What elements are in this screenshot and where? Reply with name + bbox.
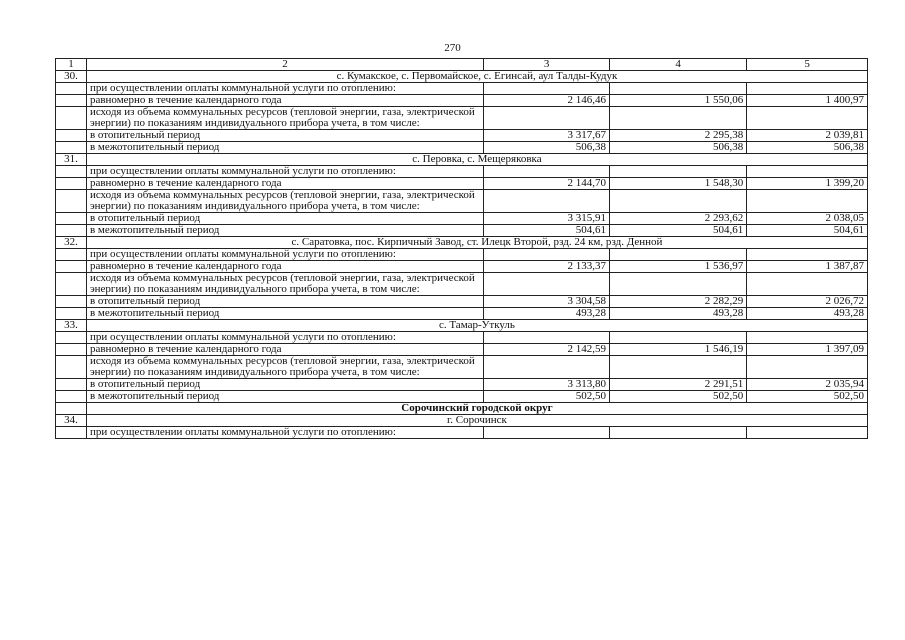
value-col-3: 506,38 xyxy=(484,142,610,154)
row-number-cell xyxy=(56,356,87,379)
row-number-cell xyxy=(56,308,87,320)
value-col-5 xyxy=(747,83,868,95)
value-col-3: 493,28 xyxy=(484,308,610,320)
row-number-cell xyxy=(56,427,87,439)
value-col-5: 504,61 xyxy=(747,225,868,237)
value-col-5 xyxy=(747,332,868,344)
row-number-cell xyxy=(56,83,87,95)
tariff-table-body xyxy=(56,59,868,439)
row-number-cell xyxy=(56,190,87,213)
value-col-3 xyxy=(484,427,610,439)
row-description: равномерно в течение календарного года xyxy=(86,261,483,273)
row-description: в отопительный период xyxy=(86,130,483,142)
value-col-3: 2 133,37 xyxy=(484,261,610,273)
value-col-4: 506,38 xyxy=(610,142,747,154)
value-col-4 xyxy=(610,107,747,130)
row-number-cell xyxy=(56,213,87,225)
row-description: в межотопительный период xyxy=(86,308,483,320)
row-number-cell xyxy=(56,142,87,154)
value-col-4: 2 282,29 xyxy=(610,296,747,308)
header-cell-4: 4 xyxy=(610,59,747,71)
section-number: 31. xyxy=(56,154,87,166)
page-number: 270 xyxy=(444,42,461,54)
row-description: исходя из объема коммунальных ресурсов (тепловой энергии, газа, электрической энергии) по показаниям индивидуального прибора учета, в том числе: xyxy=(86,356,483,379)
value-col-4 xyxy=(610,249,747,261)
row-number-cell xyxy=(56,166,87,178)
row-number-cell xyxy=(56,249,87,261)
row-description: в межотопительный период xyxy=(86,225,483,237)
section-row xyxy=(56,237,868,249)
row-description: при осуществлении оплаты коммунальной услуги по отоплению: xyxy=(86,166,483,178)
value-col-4 xyxy=(610,427,747,439)
table-header-row xyxy=(56,59,868,71)
table-row xyxy=(56,379,868,391)
value-col-3: 2 144,70 xyxy=(484,178,610,190)
header-cell-1: 1 xyxy=(56,59,87,71)
section-number: 33. xyxy=(56,320,87,332)
row-description: равномерно в течение календарного года xyxy=(86,178,483,190)
row-description: при осуществлении оплаты коммунальной услуги по отоплению: xyxy=(86,427,483,439)
value-col-3: 502,50 xyxy=(484,391,610,403)
header-cell-5: 5 xyxy=(747,59,868,71)
value-col-3 xyxy=(484,107,610,130)
row-number-cell xyxy=(56,95,87,107)
section-number: 32. xyxy=(56,237,87,249)
table-row xyxy=(56,178,868,190)
row-number-cell xyxy=(56,391,87,403)
section-row xyxy=(56,415,868,427)
tariff-table xyxy=(55,58,868,439)
table-row xyxy=(56,296,868,308)
value-col-3 xyxy=(484,332,610,344)
district-title: Сорочинский городской округ xyxy=(86,403,867,415)
value-col-4: 2 295,38 xyxy=(610,130,747,142)
table-row xyxy=(56,225,868,237)
row-number-cell xyxy=(56,130,87,142)
value-col-5: 2 038,05 xyxy=(747,213,868,225)
value-col-3: 3 315,91 xyxy=(484,213,610,225)
table-row xyxy=(56,332,868,344)
value-col-5: 2 026,72 xyxy=(747,296,868,308)
value-col-3: 3 313,80 xyxy=(484,379,610,391)
row-description: исходя из объема коммунальных ресурсов (тепловой энергии, газа, электрической энергии) по показаниям индивидуального прибора учета, в том числе: xyxy=(86,273,483,296)
value-col-4: 1 536,97 xyxy=(610,261,747,273)
row-description: равномерно в течение календарного года xyxy=(86,344,483,356)
row-description: в отопительный период xyxy=(86,379,483,391)
section-title: с. Тамар-Уткуль xyxy=(86,320,867,332)
value-col-3 xyxy=(484,190,610,213)
value-col-5: 493,28 xyxy=(747,308,868,320)
table-row xyxy=(56,308,868,320)
value-col-4 xyxy=(610,190,747,213)
value-col-4 xyxy=(610,356,747,379)
value-col-4: 502,50 xyxy=(610,391,747,403)
district-row xyxy=(56,403,868,415)
row-description: равномерно в течение календарного года xyxy=(86,95,483,107)
row-description: в отопительный период xyxy=(86,296,483,308)
value-col-3: 504,61 xyxy=(484,225,610,237)
value-col-5 xyxy=(747,249,868,261)
table-row xyxy=(56,427,868,439)
value-col-5: 506,38 xyxy=(747,142,868,154)
table-row xyxy=(56,391,868,403)
value-col-5 xyxy=(747,273,868,296)
row-description: при осуществлении оплаты коммунальной услуги по отоплению: xyxy=(86,249,483,261)
table-row xyxy=(56,142,868,154)
value-col-5: 2 039,81 xyxy=(747,130,868,142)
row-number-cell xyxy=(56,332,87,344)
value-col-4: 1 550,06 xyxy=(610,95,747,107)
table-row xyxy=(56,273,868,296)
section-row xyxy=(56,71,868,83)
row-number-cell xyxy=(56,225,87,237)
row-description: исходя из объема коммунальных ресурсов (тепловой энергии, газа, электрической энергии) по показаниям индивидуального прибора учета, в том числе: xyxy=(86,107,483,130)
table-row xyxy=(56,107,868,130)
value-col-5 xyxy=(747,166,868,178)
section-title: г. Сорочинск xyxy=(86,415,867,427)
table-row xyxy=(56,166,868,178)
value-col-5 xyxy=(747,356,868,379)
table-row xyxy=(56,190,868,213)
value-col-3 xyxy=(484,166,610,178)
row-number-cell xyxy=(56,107,87,130)
table-row xyxy=(56,83,868,95)
table-row xyxy=(56,95,868,107)
value-col-4 xyxy=(610,332,747,344)
value-col-4 xyxy=(610,273,747,296)
value-col-5: 1 387,87 xyxy=(747,261,868,273)
section-number: 34. xyxy=(56,415,87,427)
table-row xyxy=(56,344,868,356)
row-description: в межотопительный период xyxy=(86,142,483,154)
value-col-4: 493,28 xyxy=(610,308,747,320)
value-col-4 xyxy=(610,83,747,95)
table-row xyxy=(56,130,868,142)
value-col-4: 2 293,62 xyxy=(610,213,747,225)
section-title: с. Саратовка, пос. Кирпичный Завод, ст. Илецк Второй, рзд. 24 км, рзд. Денной xyxy=(86,237,867,249)
row-number-cell xyxy=(56,178,87,190)
value-col-3: 3 304,58 xyxy=(484,296,610,308)
row-number-cell xyxy=(56,344,87,356)
row-description: при осуществлении оплаты коммунальной услуги по отоплению: xyxy=(86,332,483,344)
row-description: исходя из объема коммунальных ресурсов (тепловой энергии, газа, электрической энергии) по показаниям индивидуального прибора учета, в том числе: xyxy=(86,190,483,213)
section-title: с. Перовка, с. Мещеряковка xyxy=(86,154,867,166)
row-description: в межотопительный период xyxy=(86,391,483,403)
value-col-4 xyxy=(610,166,747,178)
table-row xyxy=(56,249,868,261)
value-col-4: 2 291,51 xyxy=(610,379,747,391)
section-row xyxy=(56,320,868,332)
row-number-cell xyxy=(56,273,87,296)
value-col-5 xyxy=(747,190,868,213)
value-col-5 xyxy=(747,107,868,130)
value-col-3 xyxy=(484,249,610,261)
row-description: при осуществлении оплаты коммунальной услуги по отоплению: xyxy=(86,83,483,95)
value-col-3 xyxy=(484,273,610,296)
header-cell-3: 3 xyxy=(484,59,610,71)
row-number-cell xyxy=(56,261,87,273)
value-col-3 xyxy=(484,356,610,379)
row-description: в отопительный период xyxy=(86,213,483,225)
header-cell-2: 2 xyxy=(86,59,483,71)
value-col-4: 1 546,19 xyxy=(610,344,747,356)
value-col-5: 502,50 xyxy=(747,391,868,403)
row-number-cell xyxy=(56,379,87,391)
table-row xyxy=(56,213,868,225)
row-number-cell xyxy=(56,296,87,308)
district-number-cell xyxy=(56,403,87,415)
table-row xyxy=(56,356,868,379)
section-title: с. Кумакское, с. Первомайское, с. Егинсай, аул Талды-Кудук xyxy=(86,71,867,83)
value-col-4: 504,61 xyxy=(610,225,747,237)
value-col-3: 2 142,59 xyxy=(484,344,610,356)
section-number: 30. xyxy=(56,71,87,83)
value-col-5: 1 397,09 xyxy=(747,344,868,356)
table-row xyxy=(56,261,868,273)
value-col-3 xyxy=(484,83,610,95)
value-col-5 xyxy=(747,427,868,439)
value-col-3: 2 146,46 xyxy=(484,95,610,107)
value-col-5: 1 400,97 xyxy=(747,95,868,107)
value-col-3: 3 317,67 xyxy=(484,130,610,142)
section-row xyxy=(56,154,868,166)
value-col-4: 1 548,30 xyxy=(610,178,747,190)
value-col-5: 1 399,20 xyxy=(747,178,868,190)
value-col-5: 2 035,94 xyxy=(747,379,868,391)
